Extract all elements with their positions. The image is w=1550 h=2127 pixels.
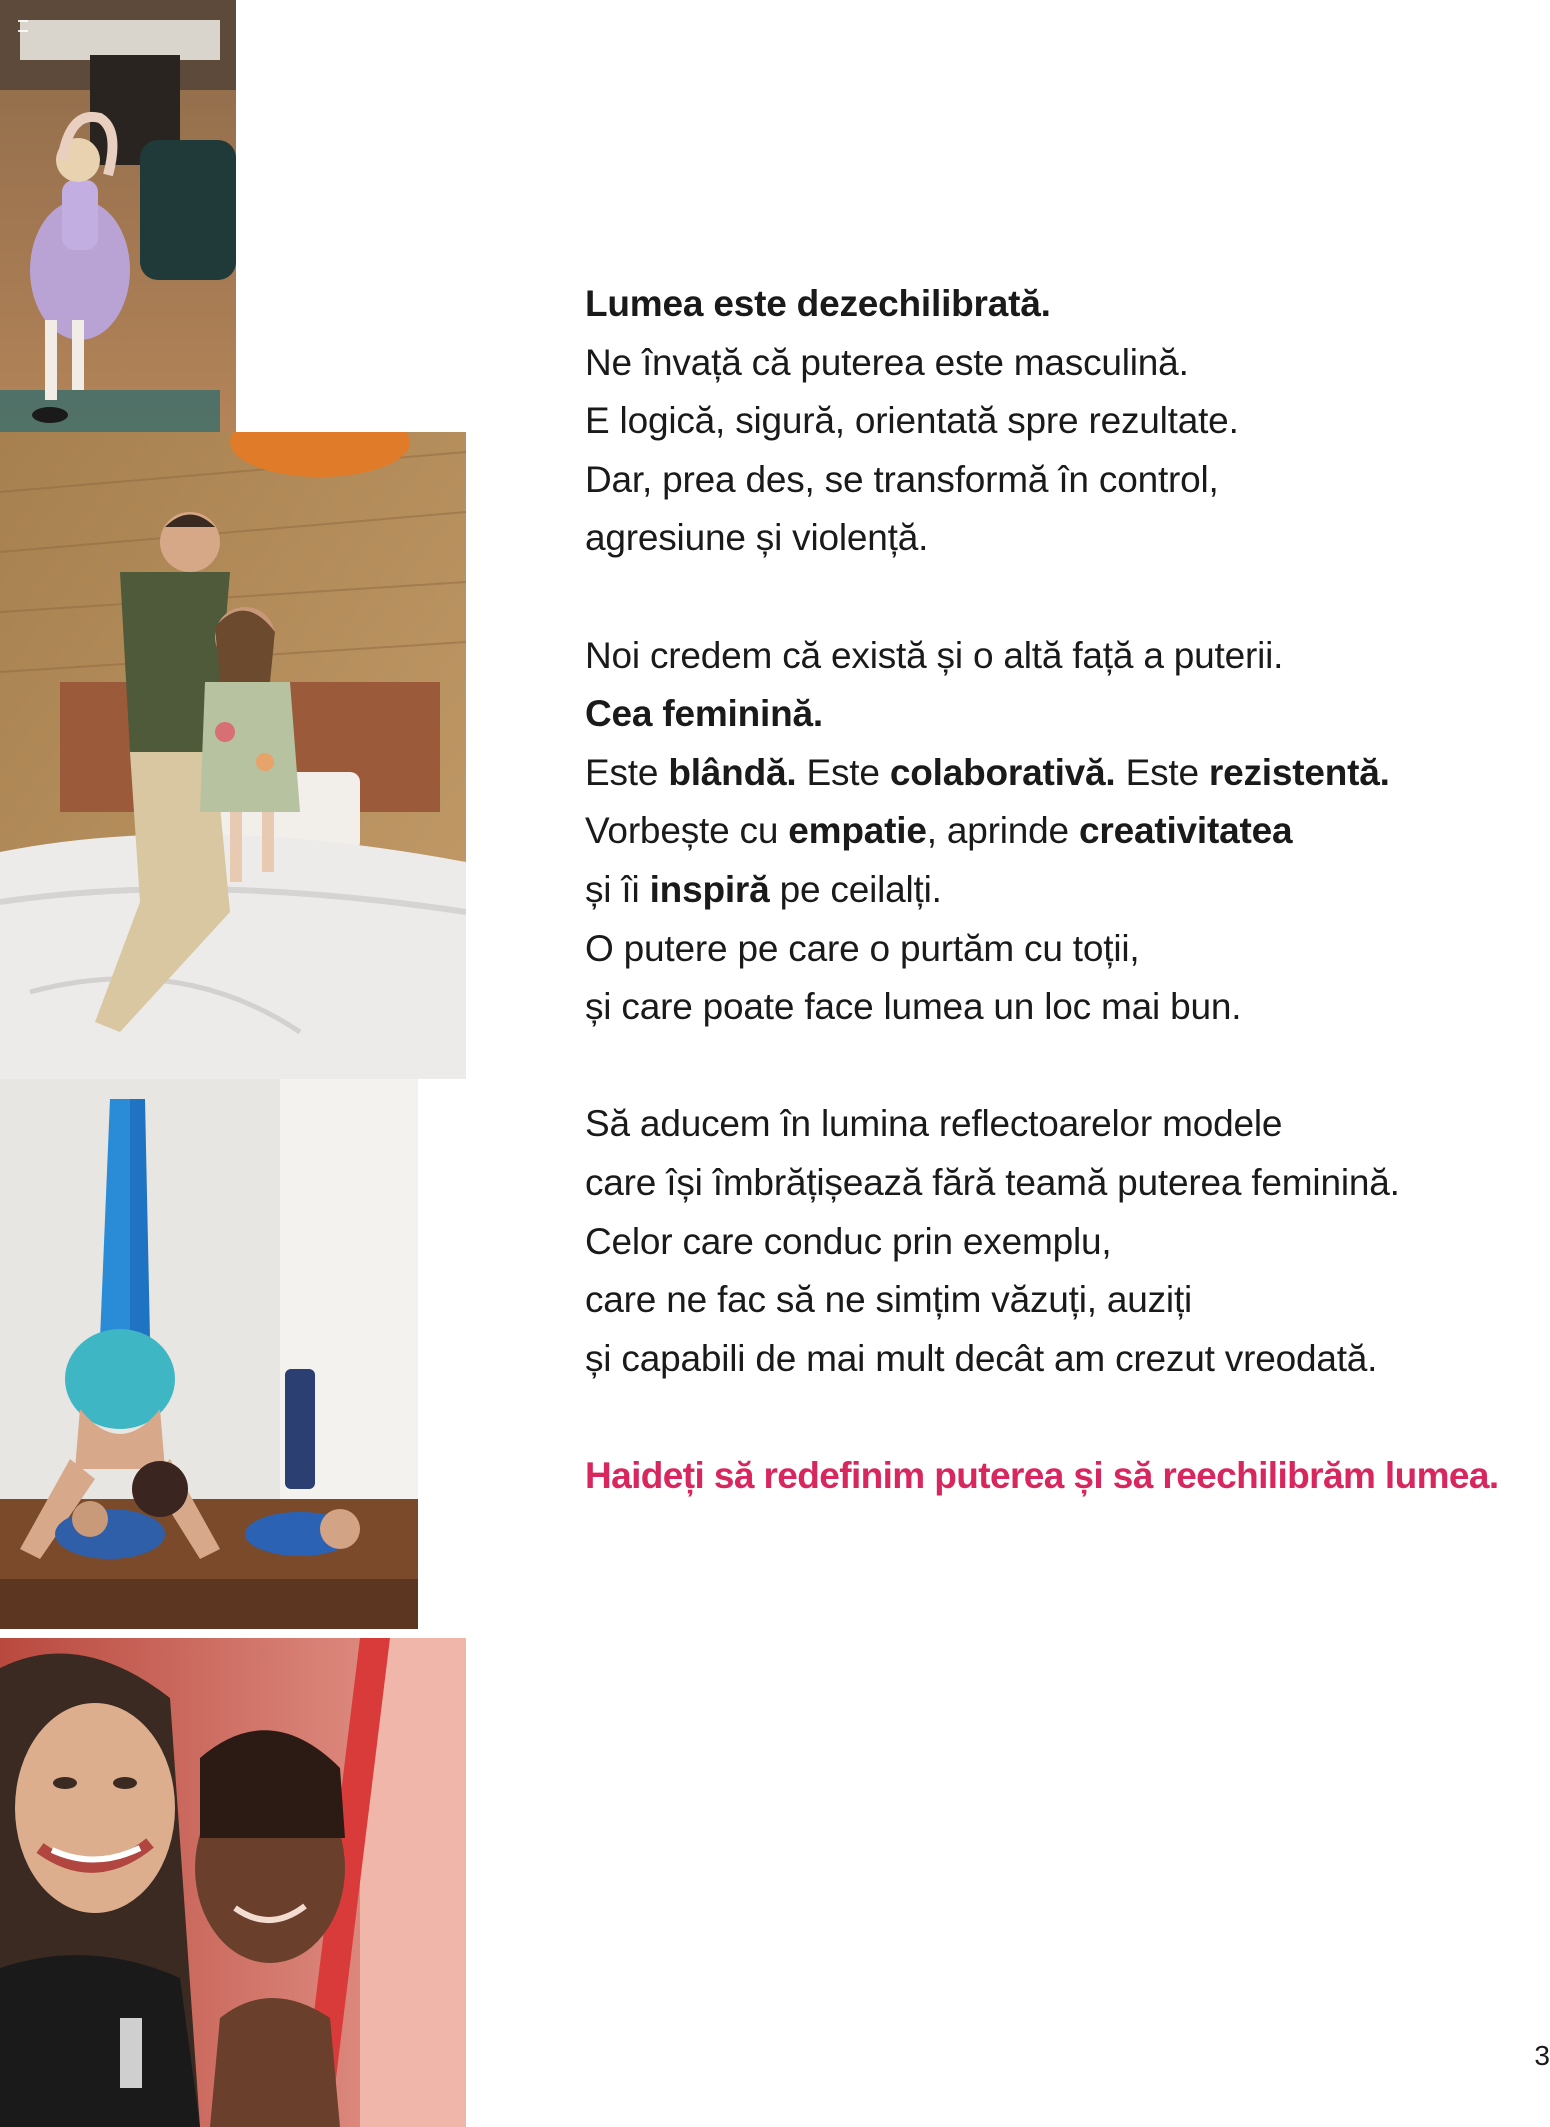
stanza2-inspire-line: și îi inspiră pe ceilalți. <box>585 868 942 910</box>
stanza3-line: care își îmbrățișează fără teamă puterea feminină. <box>585 1161 1400 1203</box>
stanza2-line: O putere pe care o purtăm cu toții, <box>585 927 1140 969</box>
stanza-divider <box>585 1388 1525 1447</box>
manifesto-text <box>585 275 1525 1505</box>
two-smiling-women-photo <box>0 1638 466 2127</box>
stanza1-line: E logică, sigură, orientată spre rezultate. <box>585 400 1239 442</box>
menu-icon <box>18 20 28 32</box>
woman-headstand-with-children-photo <box>0 1079 418 1629</box>
stanza3-line: și capabili de mai mult decât am crezut vreodată. <box>585 1337 1378 1379</box>
stanza3-line: Să aducem în lumina reflectoarelor modele <box>585 1103 1283 1145</box>
stanza-divider <box>585 1037 1525 1096</box>
stanza2-line: și care poate face lumea un loc mai bun. <box>585 986 1242 1028</box>
stanza3-line: care ne fac să ne simțim văzuți, auziți <box>585 1279 1193 1321</box>
father-daughter-jumping-on-bed-photo <box>0 432 466 1079</box>
call-to-action: Haideți să redefinim puterea și să reechilibrăm lumea. <box>585 1454 1499 1496</box>
stanza2-empathy-line: Vorbește cu empatie, aprinde creativitatea <box>585 810 1293 852</box>
stanza2-qualities-line: Este blândă. Este colaborativă. Este rezistentă. <box>585 751 1390 793</box>
stanza2-heading: Cea feminină. <box>585 693 823 735</box>
page-number: 3 <box>1534 2040 1550 2071</box>
stanza1-line: agresiune și violență. <box>585 517 929 559</box>
stanza1-line: Ne învață că puterea este masculină. <box>585 341 1189 383</box>
stanza2-line: Noi credem că există și o altă față a puterii. <box>585 634 1284 676</box>
stanza-divider <box>585 568 1525 627</box>
girl-dancing-photo <box>0 0 236 478</box>
stanza3-line: Celor care conduc prin exemplu, <box>585 1220 1112 1262</box>
stanza1-line: Dar, prea des, se transformă în control, <box>585 458 1219 500</box>
stanza1-heading: Lumea este dezechilibrată. <box>585 283 1051 324</box>
